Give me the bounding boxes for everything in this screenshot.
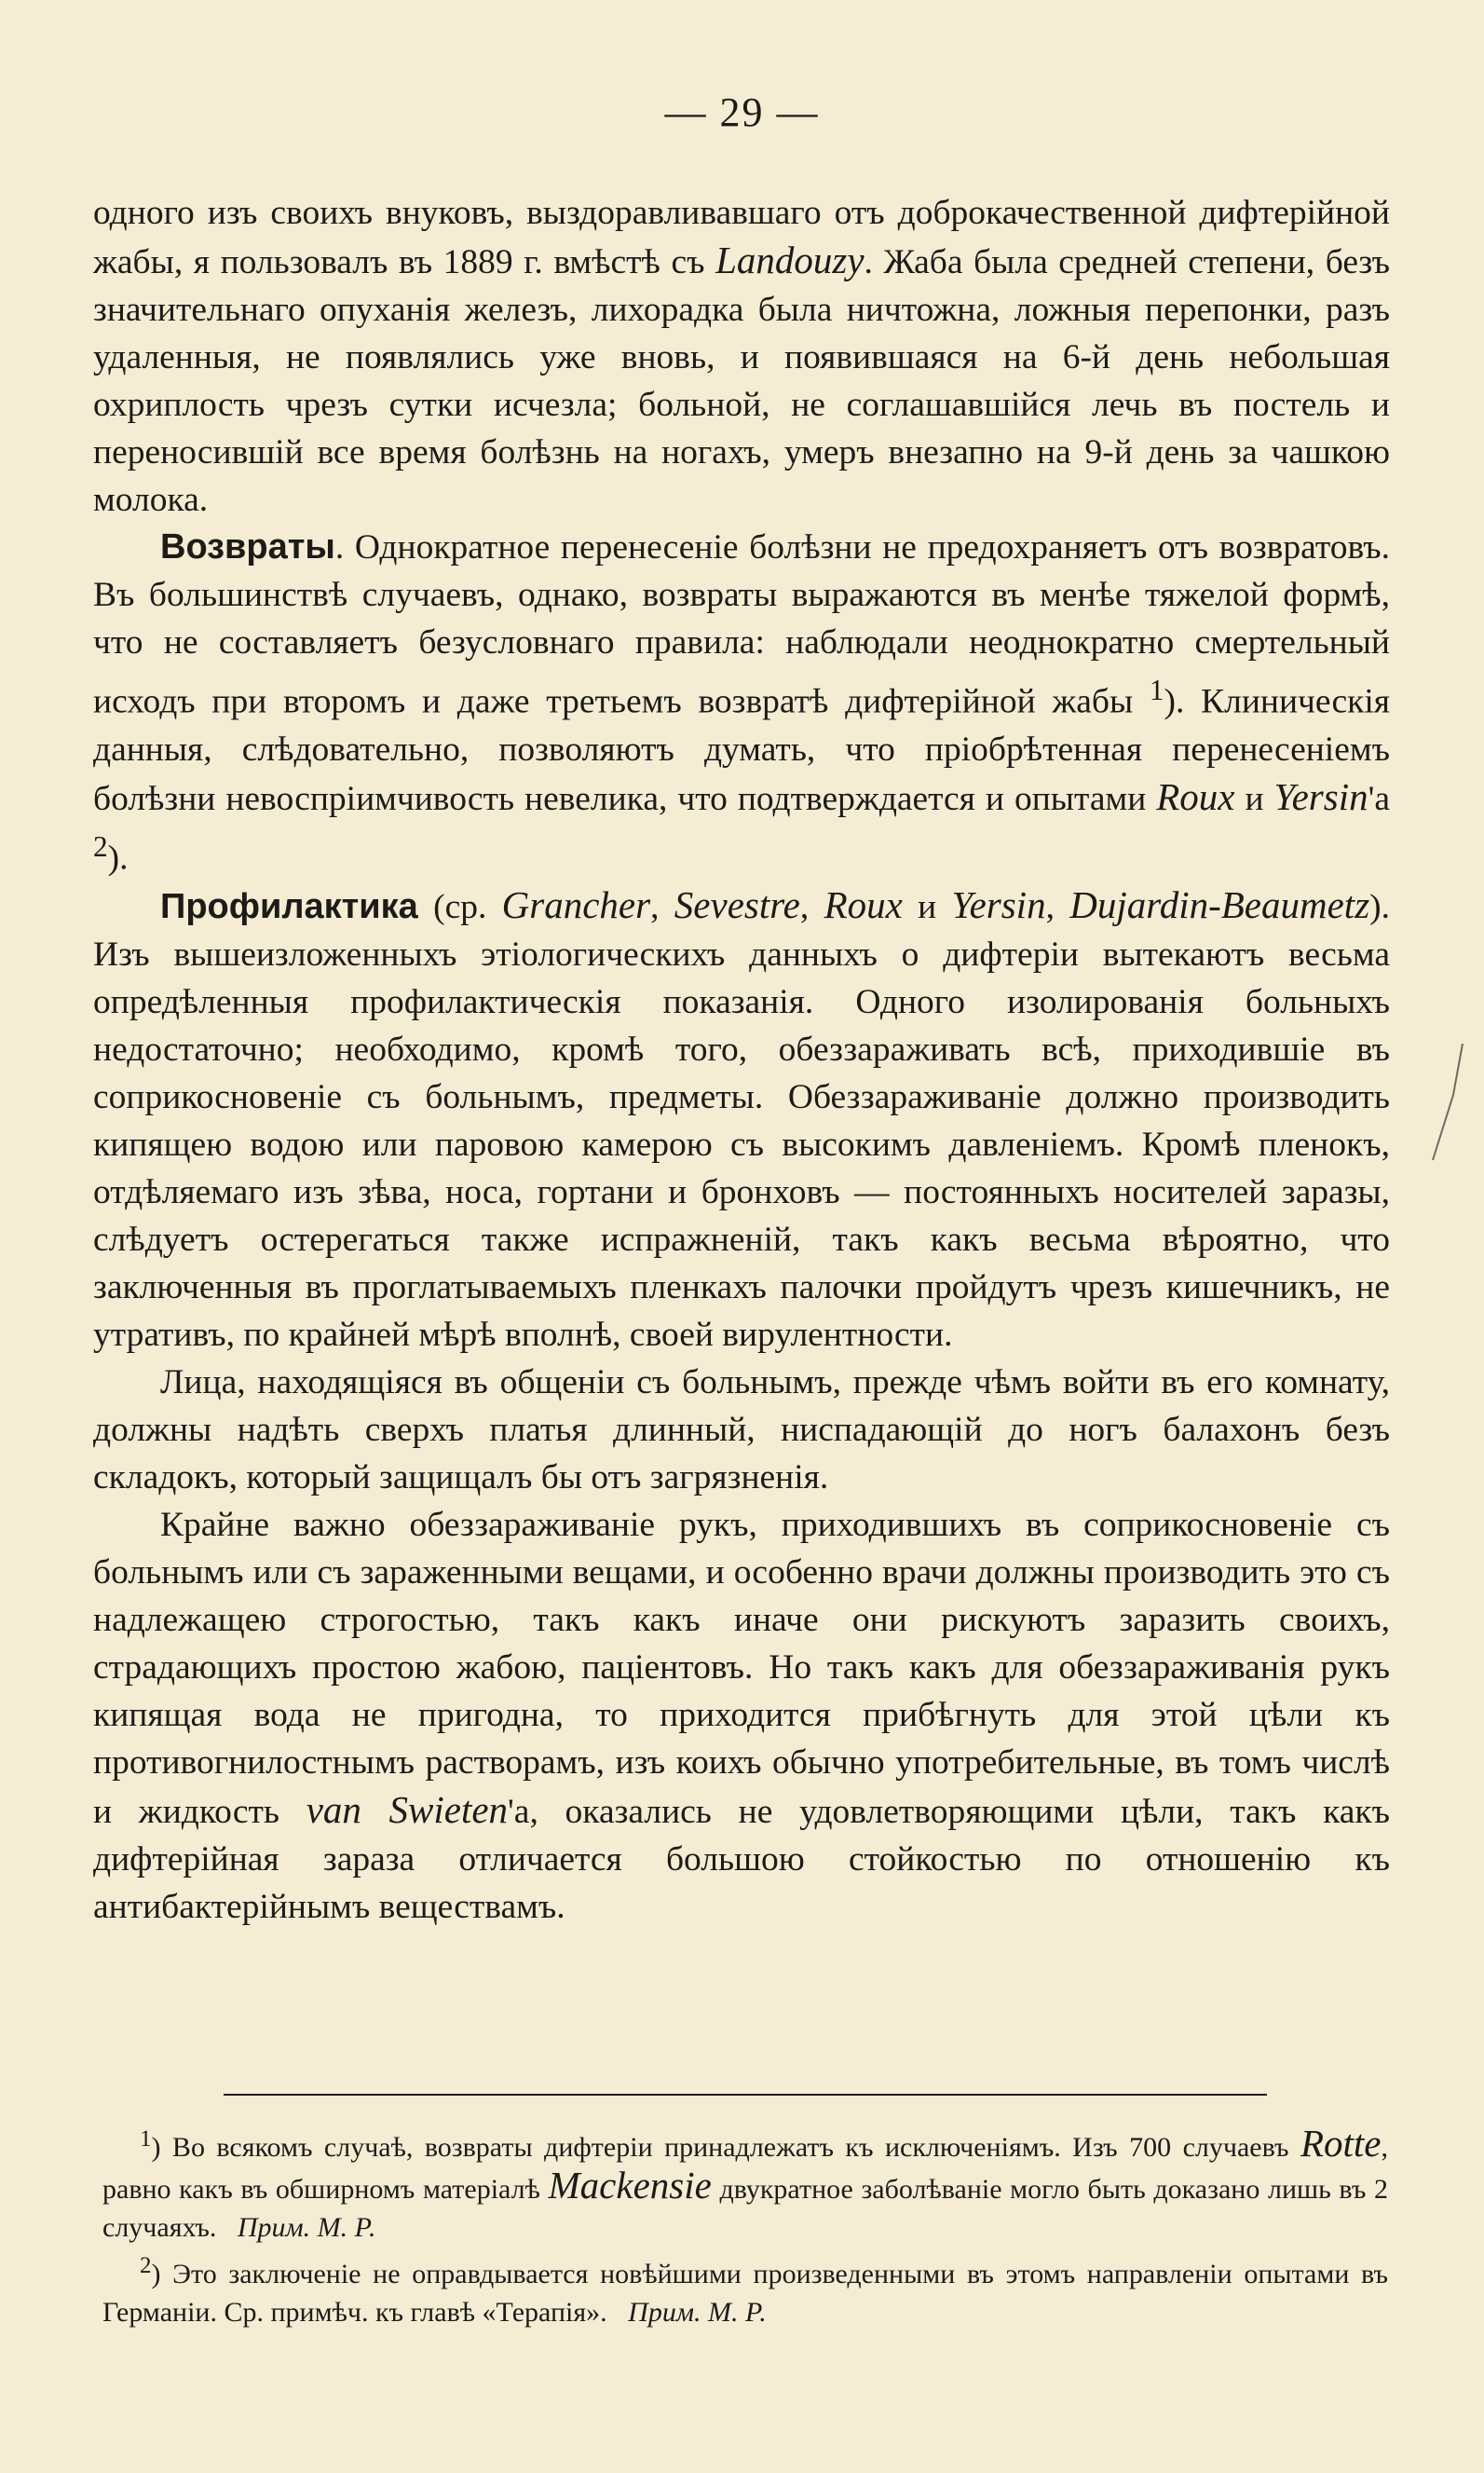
- footnote-2: [102, 2247, 1388, 2331]
- footnote-marker-1: 1: [140, 2126, 152, 2152]
- footnote-ref-1: 1: [1149, 674, 1164, 706]
- section-heading-prophylaxis: Профилактика: [160, 887, 418, 926]
- section-heading-relapses: Возвраты: [160, 527, 335, 567]
- text-run: ) Это заключеніе не оправдывается новѣйшими произведенными въ этомъ направленіи опытами въ Германіи. Ср. примѣч. къ главѣ «Терапія».: [102, 2259, 1388, 2328]
- text-run: ,: [1045, 888, 1070, 926]
- author-name: van Swieten: [306, 1788, 509, 1831]
- author-name: Roux: [1156, 774, 1235, 818]
- paragraph-1: [93, 189, 1390, 524]
- text-run: ). Изъ вышеизложенныхъ этіологическихъ данныхъ о дифтеріи вытекаютъ весьма опредѣленныя профилактическія показанія. Одного изолированія больныхъ недостаточно; необходимо, кромѣ того, обеззараживать всѣ, приходившіе въ соприкосновеніе съ больнымъ, предметы. Обеззараживаніе должно производить кипящею водою или паровою камерою съ высокимъ давленіемъ. Кромѣ пленокъ, отдѣляемаго изъ зѣва, носа, гортани и бронховъ — постоянныхъ носителей заразы, слѣдуетъ остерегаться также испражненій, такъ какъ весьма вѣроятно, что заключенныя въ проглатываемыхъ пленкахъ палочки пройдутъ чрезъ кишечникъ, не утративъ, по крайней мѣрѣ вполнѣ, своей вирулентности.: [93, 888, 1391, 1354]
- author-name: Roux: [824, 883, 903, 926]
- text-run: Крайне важно обеззараживаніе рукъ, приходившихъ въ соприкосновеніе съ больнымъ или съ зараженными вещами, и особенно врачи должны производить это съ надлежащею строгостью, такъ какъ иначе они рискуютъ заразить своихъ, страдающихъ простою жабою, паціентовъ. Но такъ какъ для обеззараживанія рукъ кипящая вода не пригодна, то приходится прибѣгнуть для этой цѣли къ противогнилостнымъ растворамъ, изъ коихъ обычно употребительные, въ томъ числѣ и жидкость: [93, 1506, 1390, 1831]
- footnote-ref-2: 2: [93, 829, 108, 863]
- paragraph-prophylaxis: [93, 881, 1390, 1359]
- text-run: ). Клиническія данныя, слѣдовательно, позволяютъ думать, что пріобрѣтенная перенесеніемъ болѣзни невоспріимчивость невелика, что подтверждается и опытами: [93, 682, 1390, 818]
- pencil-margin-mark: [1425, 1039, 1472, 1169]
- author-name: Grancher: [501, 883, 651, 926]
- main-text: [93, 189, 1390, 1931]
- footnote-marker-2: 2: [140, 2253, 152, 2278]
- footnote-1: [102, 2120, 1388, 2247]
- text-run: двукратное заболѣваніе могло быть доказано лишь въ 2 случаяхъ.: [102, 2174, 1388, 2243]
- author-name: Rotte: [1300, 2122, 1382, 2165]
- text-run: ) Во всякомъ случаѣ, возвраты дифтеріи принадлежатъ къ исключеніямъ. Изъ 700 случаевъ: [151, 2132, 1300, 2163]
- paragraph-4: Лица, находящіяся въ общеніи съ больнымъ, прежде чѣмъ войти въ его комнату, должны надѣть сверхъ платья длинный, ниспадающій до ногъ балахонъ безъ складокъ, который защищалъ бы отъ загрязненія.: [93, 1363, 1390, 1496]
- author-name: Yersin: [951, 883, 1046, 926]
- text-run: ,: [650, 888, 674, 926]
- text-run: одного изъ своихъ внуковъ, выздоравливавшаго отъ доброкачественной дифтерійной жабы, я пользовалъ въ 1889 г. вмѣстѣ съ: [93, 194, 1390, 281]
- text-run: 'а: [1368, 779, 1390, 818]
- author-name: Yersin: [1273, 774, 1368, 818]
- text-run: 'а, оказались не удовлетворяющими цѣли, такъ какъ дифтерійная зараза отличается большою стойкостью по отношенію къ антибактерійнымъ веществамъ.: [93, 1793, 1390, 1926]
- author-name: Sevestre: [674, 883, 800, 926]
- text-run: (ср.: [417, 888, 502, 926]
- footnotes: [102, 2120, 1388, 2331]
- text-run: и: [902, 888, 952, 926]
- text-run: ,: [799, 888, 824, 926]
- text-run: и: [1234, 779, 1274, 818]
- footnote-note: Прим. М. Р.: [628, 2297, 767, 2328]
- author-name: Landouzy: [715, 239, 865, 281]
- text-run: , равно какъ въ обширномъ матеріалѣ: [102, 2132, 1388, 2205]
- paragraph-5: [93, 1501, 1390, 1931]
- text-run: . Жаба была средней степени, безъ значительнаго опуханія железъ, лихорадка была ничтожна, ложныя перепонки, разъ удаленныя, не появлялись уже вновь, и появившаяся на 6-й день небольшая охриплость чрезъ сутки исчезла; больной, не соглашавшійся лечь въ постель и переносившій все время болѣзнь на ногахъ, умеръ внезапно на 9-й день за чашкою молока.: [93, 243, 1390, 519]
- page-number: — 29 —: [664, 89, 820, 135]
- author-name: Dujardin-Beaumetz: [1069, 883, 1370, 926]
- author-name: Mackensie: [548, 2164, 712, 2207]
- footnote-divider: [224, 2094, 1267, 2096]
- paragraph-relapses: [93, 524, 1390, 881]
- footnote-note: Прим. М. Р.: [237, 2212, 376, 2243]
- text-run: . Однократное перенесеніе болѣзни не предохраняетъ отъ возвратовъ. Въ большинствѣ случаевъ, однако, возвраты выражаются въ менѣе тяжелой формѣ, что не составляетъ безусловнаго правила: наблюдали неоднократно смертельный исходъ при второмъ и даже третьемъ возвратѣ дифтерійной жабы: [93, 528, 1390, 721]
- text-run: ).: [107, 839, 129, 877]
